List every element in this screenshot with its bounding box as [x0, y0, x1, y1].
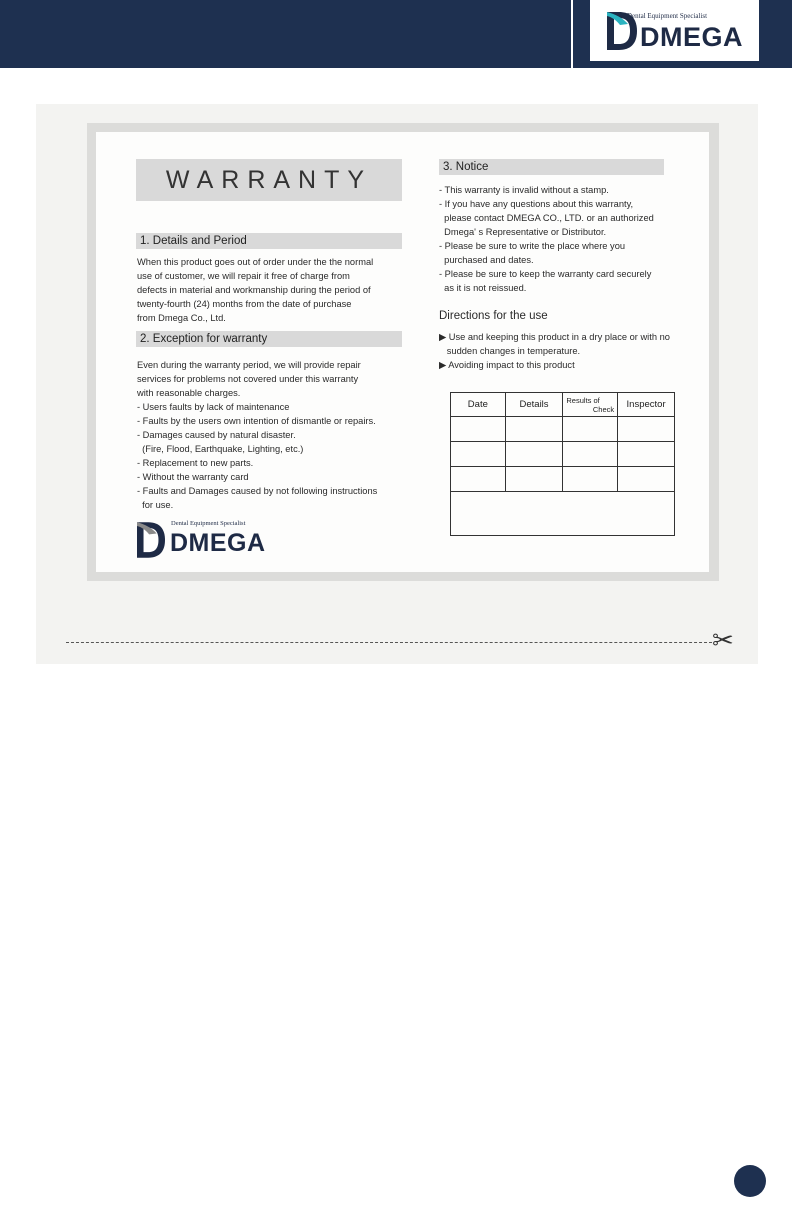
text-line: (Fire, Flood, Earthquake, Lighting, etc.) [137, 444, 304, 454]
d-shaped-logo-icon [137, 522, 165, 558]
text-line: defects in material and workmanship during the period of [137, 285, 371, 295]
header-logo-wordmark: DMEGA [640, 22, 743, 52]
table-cell [505, 467, 563, 492]
header-date: Date [451, 393, 506, 417]
text-line: When this product goes out of order under the the normal [137, 257, 374, 267]
text-line: Dmega' s Representative or Distributor. [439, 227, 607, 237]
inspection-table [450, 392, 675, 536]
text-line: - This warranty is invalid without a stamp. [439, 185, 609, 195]
table-cell [618, 442, 675, 467]
text-line: twenty-fourth (24) months from the date of purchase [137, 299, 352, 309]
table-notes-cell [451, 492, 675, 536]
card-logo-wordmark: DMEGA [170, 529, 266, 557]
header-details: Details [505, 393, 563, 417]
text-line: services for problems not covered under this warranty [137, 374, 359, 384]
table-cell [618, 467, 675, 492]
text-line: - Please be sure to keep the warranty card securely [439, 269, 652, 279]
header-divider [571, 0, 573, 68]
header-inspector: Inspector [618, 393, 675, 417]
table-cell [563, 442, 618, 467]
table-cell [563, 467, 618, 492]
header-results-top: Results of [566, 395, 600, 405]
text-line: - If you have any questions about this warranty, [439, 199, 634, 209]
text-line: with reasonable charges. [137, 388, 241, 398]
text-line: for use. [137, 500, 174, 510]
table-cell [505, 442, 563, 467]
section1-heading: 1. Details and Period [136, 233, 402, 249]
cut-line [66, 642, 712, 643]
text-line: - Faults and Damages caused by not following instructions [137, 486, 378, 496]
table-cell [505, 417, 563, 442]
table-cell [451, 442, 506, 467]
directions-title: Directions for the use [439, 310, 548, 322]
page-number-badge [734, 1165, 766, 1197]
text-line: purchased and dates. [439, 255, 534, 265]
table-cell [451, 467, 506, 492]
header-results-bottom: Check [592, 404, 615, 414]
header-logo-tagline: Dental Equipment Specialist [627, 12, 708, 20]
table-cell [563, 417, 618, 442]
text-line: - Replacement to new parts. [137, 458, 254, 468]
text-line: from Dmega Co., Ltd. [137, 313, 226, 323]
table-cell [618, 417, 675, 442]
text-line: sudden changes in temperature. [439, 346, 581, 356]
text-line: use of customer, we will repair it free of charge from [137, 271, 350, 281]
table-row [451, 417, 675, 442]
card-logo-tagline: Dental Equipment Specialist [171, 520, 246, 527]
table-row [451, 492, 675, 536]
text-line: ▶ Avoiding impact to this product [439, 360, 575, 370]
table-cell [451, 417, 506, 442]
card-logo [137, 520, 277, 560]
text-line: - Please be sure to write the place where you [439, 241, 626, 251]
table-row [451, 467, 675, 492]
text-line: - Without the warranty card [137, 472, 249, 482]
text-line: please contact DMEGA CO., LTD. or an authorized [439, 213, 654, 223]
scissors-icon: ✂ [712, 626, 734, 656]
text-line: ▶ Use and keeping this product in a dry place or with no [439, 332, 670, 342]
text-line: - Faults by the users own intention of dismantle or repairs. [137, 416, 376, 426]
text-line: - Users faults by lack of maintenance [137, 402, 290, 412]
text-line: Even during the warranty period, we will provide repair [137, 360, 361, 370]
header-results [563, 393, 618, 417]
section3-heading: 3. Notice [439, 159, 664, 175]
section2-heading: 2. Exception for warranty [136, 331, 402, 347]
table-header-row [451, 393, 675, 417]
text-line: as it is not reissued. [439, 283, 527, 293]
text-line: - Damages caused by natural disaster. [137, 430, 296, 440]
header-logo-box [590, 0, 759, 61]
header-logo [607, 12, 752, 52]
table-row [451, 442, 675, 467]
warranty-title: WARRANTY [136, 159, 402, 201]
